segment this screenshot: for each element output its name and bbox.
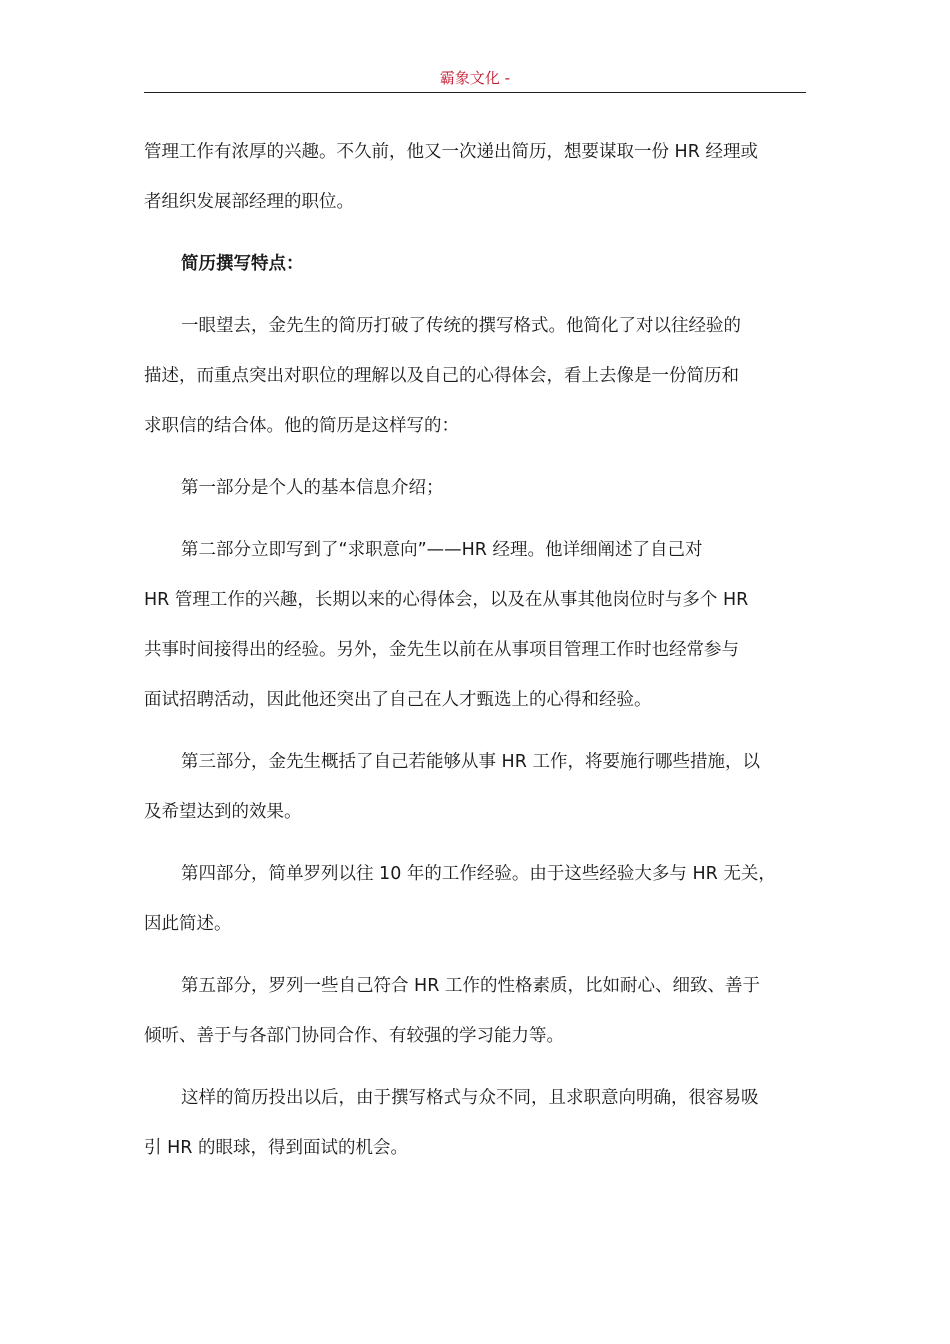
text-line: 第一部分是个人的基本信息介绍； — [181, 478, 444, 498]
text-line: 引 HR 的眼球，得到面试的机会。 — [144, 1138, 408, 1158]
paragraph-intro-continued — [144, 127, 806, 227]
paragraph-part-one — [144, 463, 806, 513]
text-line: 倾听、善于与各部门协同合作、有较强的学习能力等。 — [144, 1026, 564, 1046]
text-line: 者组织发展部经理的职位。 — [144, 192, 354, 212]
paragraph-overview — [144, 301, 806, 451]
text-line: 第二部分立即写到了“求职意向”——HR 经理。他详细阐述了自己对 — [181, 540, 703, 560]
paragraph-part-three — [144, 737, 806, 837]
paragraph-part-two — [144, 525, 806, 725]
heading-text: 简历撰写特点： — [181, 254, 304, 274]
text-line: 第五部分，罗列一些自己符合 HR 工作的性格素质，比如耐心、细致、善于 — [181, 976, 760, 996]
text-line: 管理工作有浓厚的兴趣。不久前，他又一次递出简历，想要谋取一份 HR 经理或 — [144, 142, 758, 162]
text-line: 求职信的结合体。他的简历是这样写的： — [144, 416, 459, 436]
text-line: 描述，而重点突出对职位的理解以及自己的心得体会，看上去像是一份简历和 — [144, 366, 739, 386]
text-line: 这样的简历投出以后，由于撰写格式与众不同，且求职意向明确，很容易吸 — [181, 1088, 759, 1108]
text-line: 共事时间接得出的经验。另外，金先生以前在从事项目管理工作时也经常参与 — [144, 640, 739, 660]
paragraph-conclusion — [144, 1073, 806, 1173]
text-line: 因此简述。 — [144, 914, 232, 934]
text-line: 一眼望去，金先生的简历打破了传统的撰写格式。他简化了对以往经验的 — [181, 316, 741, 336]
section-heading — [144, 239, 806, 289]
text-line: 及希望达到的效果。 — [144, 802, 302, 822]
paragraph-part-five — [144, 961, 806, 1061]
paragraph-part-four — [144, 849, 806, 949]
document-body — [144, 127, 806, 1173]
text-line: 面试招聘活动，因此他还突出了自己在人才甄选上的心得和经验。 — [144, 690, 652, 710]
text-line: HR 管理工作的兴趣，长期以来的心得体会，以及在从事其他岗位时与多个 HR — [144, 590, 749, 610]
page-header — [144, 64, 806, 93]
text-line: 第三部分，金先生概括了自己若能够从事 HR 工作，将要施行哪些措施，以 — [181, 752, 760, 772]
text-line: 第四部分，简单罗列以往 10 年的工作经验。由于这些经验大多与 HR 无关， — [181, 864, 776, 884]
header-title: 霸象文化 - — [439, 69, 511, 87]
